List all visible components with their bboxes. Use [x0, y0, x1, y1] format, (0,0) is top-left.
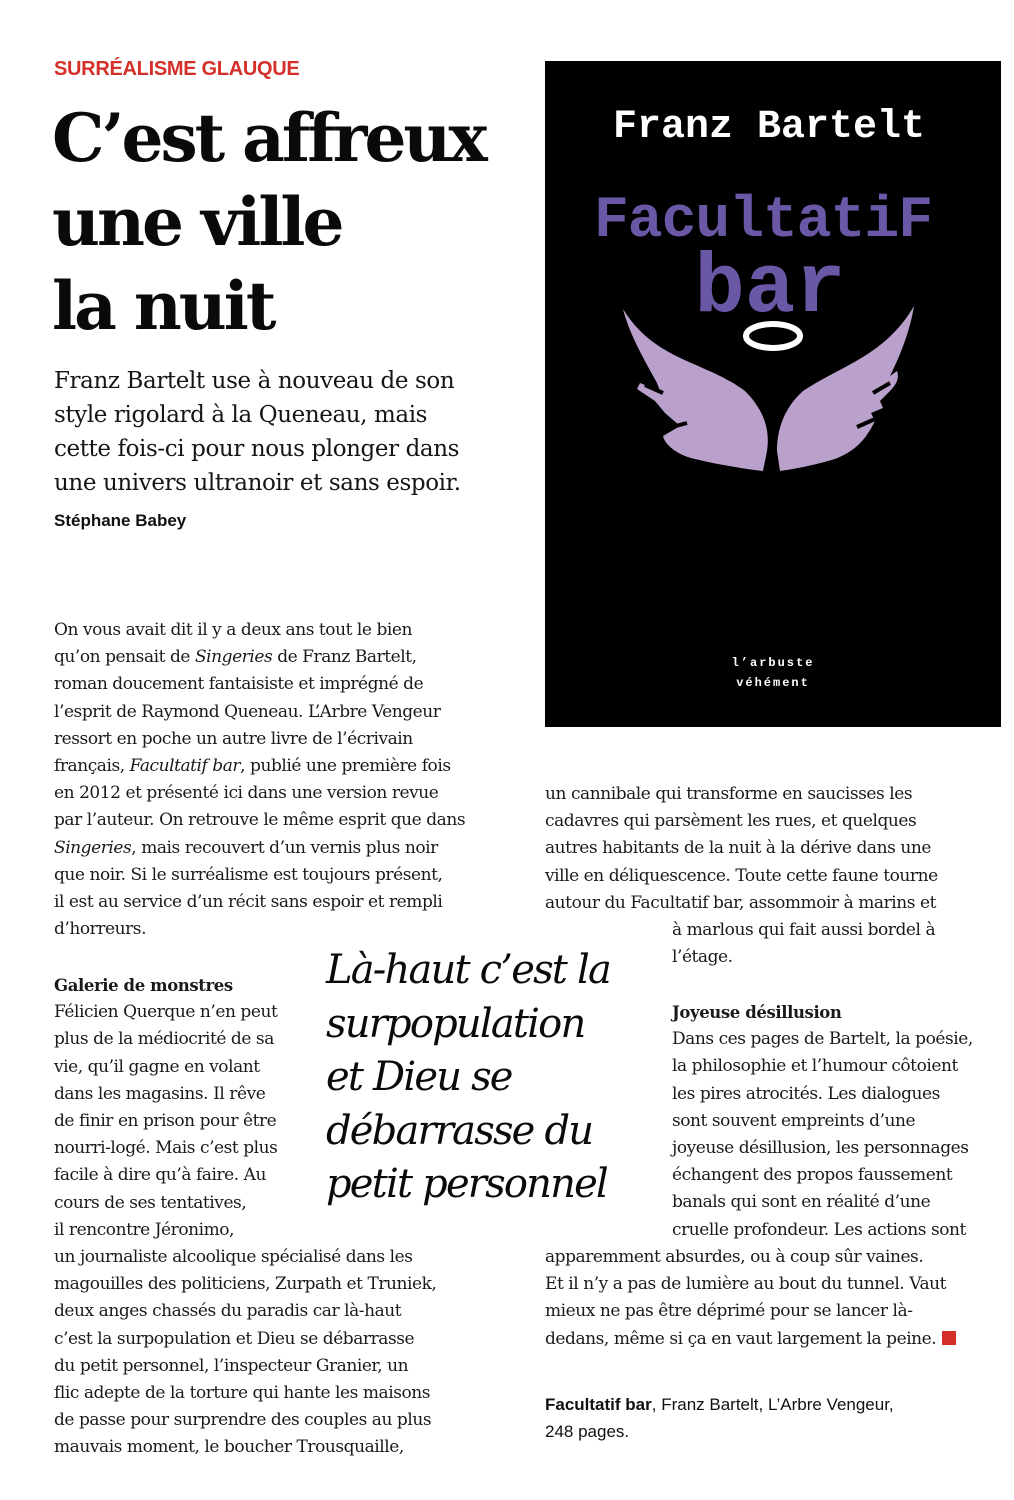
body-line: Dans ces pages de Bartelt, la poésie, [672, 1029, 973, 1050]
body-line: magouilles des politiciens, Zurpath et Truniek, [54, 1274, 437, 1295]
lede-line: style rigolard à la Queneau, mais [54, 402, 428, 428]
subhead-galerie: Galerie de monstres [54, 976, 233, 995]
book-title-italic: Singeries [54, 837, 132, 858]
body-line: vie, qu’il gagne en volant [54, 1056, 260, 1077]
body-line: que noir. Si le surréalisme est toujours présent, [54, 864, 443, 885]
body-line: cours de ses tentatives, [54, 1192, 247, 1213]
subhead-joyeuse: Joyeuse désillusion [672, 1003, 842, 1022]
body-line: d’horreurs. [54, 919, 147, 940]
credits-title: Facultatif bar [545, 1395, 652, 1414]
body-line: l’esprit de Raymond Queneau. L’Arbre Vengeur [54, 701, 441, 722]
lede-line: une univers ultranoir et sans espoir. [54, 470, 461, 496]
end-of-article-square-icon [942, 1331, 956, 1345]
body-line: l’étage. [672, 947, 733, 968]
body-line: en 2012 et présenté ici dans une version revue [54, 783, 439, 804]
body-line: du petit personnel, l’inspecteur Granier, un [54, 1355, 409, 1376]
cover-publisher-line2: véhément [736, 676, 810, 690]
section-kicker: SURRÉALISME GLAUQUE [54, 58, 300, 80]
headline [52, 96, 485, 348]
body-line: échangent des propos faussement [672, 1165, 953, 1186]
pull-quote-line: et Dieu se [326, 1054, 512, 1100]
body-line: On vous avait dit il y a deux ans tout le bien [54, 620, 413, 640]
cover-publisher-line1: l’arbuste [731, 656, 815, 670]
body-line: dans les magasins. Il rêve [54, 1083, 266, 1104]
body-line: autres habitants de la nuit à la dérive dans une [545, 838, 931, 859]
body-line: ville en déliquescence. Toute cette faune tourne [545, 865, 938, 886]
body-line: il est au service d’un récit sans espoir et rempli [54, 892, 443, 913]
book-credits [545, 1391, 894, 1445]
body-line: les pires atrocités. Les dialogues [672, 1083, 940, 1104]
body-line: Singeries, mais recouvert d’un vernis plus noir [54, 837, 438, 858]
body-line-last [545, 1326, 956, 1353]
book-cover [545, 61, 1001, 727]
cover-background [545, 61, 1001, 727]
body-line: flic adepte de la torture qui hante les maisons [54, 1383, 431, 1404]
body-line: la philosophie et l’humour côtoient [672, 1056, 958, 1077]
body-line: plus de la médiocrité de sa [54, 1029, 274, 1050]
body-line: apparemment absurdes, ou à coup sûr vaines. [545, 1247, 924, 1267]
right-column-continuation [545, 781, 938, 917]
book-cover-art [545, 61, 1001, 727]
body-line: sont souvent empreints d’une [672, 1110, 916, 1131]
body-line: un journaliste alcoolique spécialisé dans les [54, 1247, 413, 1268]
book-title-italic: Facultatif bar [129, 756, 241, 777]
pull-quote-line: débarrasse du [326, 1107, 593, 1154]
body-line: de passe pour surprendre des couples au plus [54, 1410, 432, 1431]
body-line: c’est la surpopulation et Dieu se débarrasse [54, 1328, 415, 1349]
body-line: joyeuse désillusion, les personnages [672, 1138, 969, 1159]
pull-quote [326, 944, 610, 1212]
body-line: qu’on pensait de Singeries de Franz Bartelt, [54, 647, 417, 668]
body-line: cruelle profondeur. Les actions sont [672, 1219, 966, 1240]
byline: Stéphane Babey [54, 511, 187, 530]
body-line: français, Facultatif bar, publié une première fois [54, 756, 451, 777]
lede-line: Franz Bartelt use à nouveau de son [54, 368, 455, 394]
headline-line: une ville [52, 183, 342, 261]
body-line: Et il n’y a pas de lumière au bout du tunnel. Vaut [545, 1274, 947, 1295]
section-joyeuse [672, 999, 973, 1244]
section-joyeuse-wide [545, 1244, 956, 1353]
body-line: à marlous qui fait aussi bordel à [672, 920, 936, 940]
body-line: facile à dire qu’à faire. Au [54, 1165, 266, 1186]
body-line: Félicien Querque n’en peut [54, 1002, 278, 1023]
pull-quote-line: surpopulation [326, 1000, 585, 1047]
body-line: nourri-logé. Mais c’est plus [54, 1138, 278, 1159]
credits-pages: 248 pages. [545, 1422, 630, 1441]
body-line: banals qui sont en réalité d’une [672, 1192, 931, 1213]
right-column-narrow [672, 917, 935, 971]
headline-line: la nuit [52, 267, 274, 345]
body-line: mauvais moment, le boucher Trousquaille, [54, 1437, 404, 1458]
body-line-text: dedans, même si ça en vaut largement la peine. [545, 1328, 937, 1349]
cover-author: Franz Bartelt [612, 105, 926, 150]
credits-details: , Franz Bartelt, L’Arbre Vengeur, [651, 1395, 894, 1414]
book-title-italic: Singeries [194, 647, 273, 668]
body-line: il rencontre Jéronimo, [54, 1219, 235, 1240]
intro-paragraph [54, 617, 465, 943]
pull-quote-line: petit personnel [326, 1161, 607, 1207]
headline-line: C’est affreux [52, 99, 485, 177]
body-line: roman doucement fantaisiste et imprégné de [54, 674, 424, 695]
body-line: un cannibale qui transforme en saucisses les [545, 784, 913, 804]
cover-title-line1: FacultatiF [593, 189, 933, 254]
body-line: deux anges chassés du paradis car là-haut [54, 1301, 402, 1322]
body-line: autour du Facultatif bar, assommoir à marins et [545, 892, 937, 913]
credits-line [545, 1391, 894, 1418]
pull-quote-line: Là-haut c’est la [326, 947, 611, 993]
lede-line: cette fois-ci pour nous plonger dans [54, 436, 460, 462]
body-line: mieux ne pas être déprimé pour se lancer là- [545, 1301, 913, 1322]
body-line: de finir en prison pour être [54, 1111, 277, 1132]
body-line: cadavres qui parsèment les rues, et quelques [545, 811, 917, 832]
lede [54, 364, 524, 500]
body-line: par l’auteur. On retrouve le même esprit que dans [54, 810, 466, 831]
cover-title-line2: bar [694, 242, 846, 337]
body-line: ressort en poche un autre livre de l’écrivain [54, 728, 413, 749]
